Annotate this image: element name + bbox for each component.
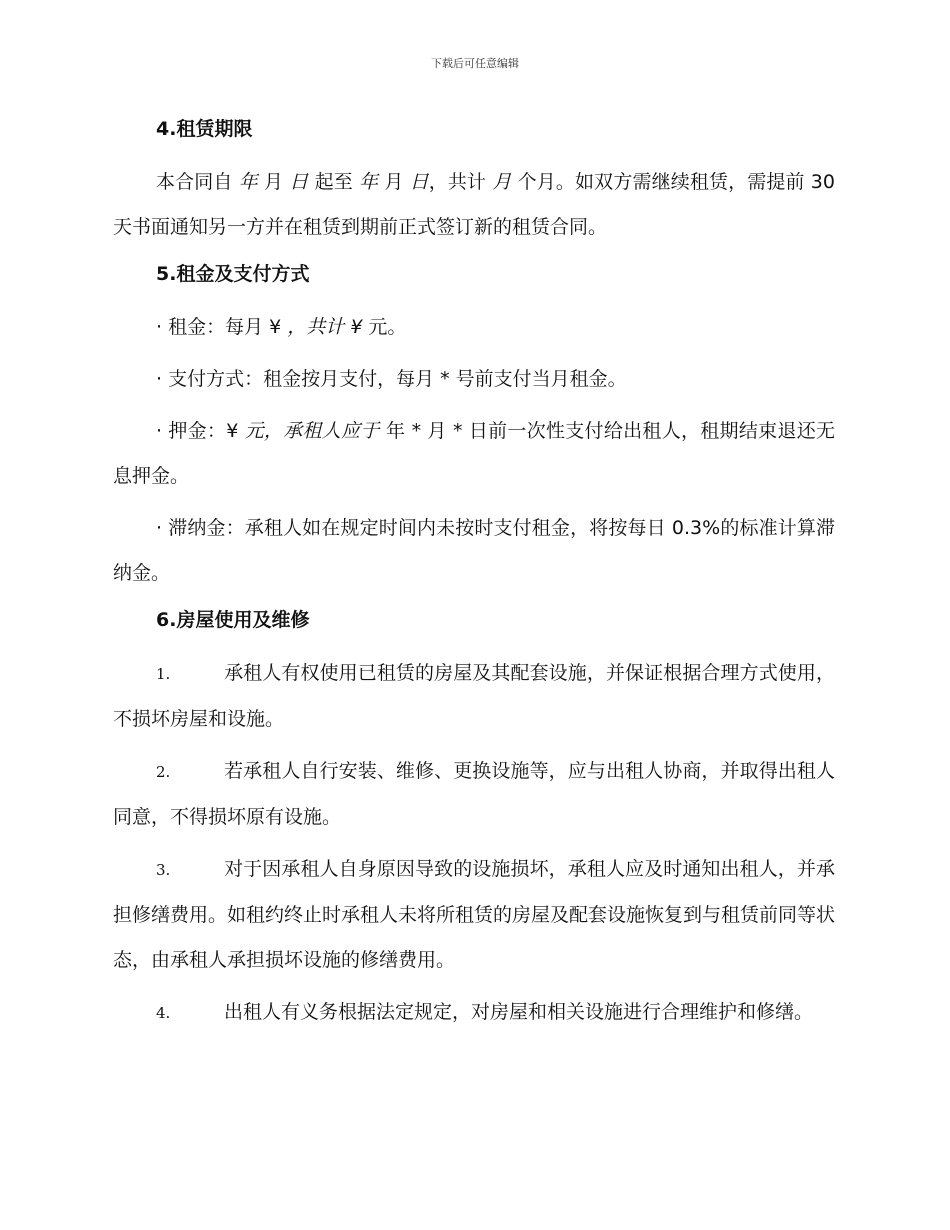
page-header: 下载后可任意编辑 (431, 57, 519, 70)
document-body (113, 112, 835, 1043)
list-item: 1. 承租人有权使用已租赁的房屋及其配套设施，并保证根据合理方式使用，不损坏房屋和设施。 (113, 662, 835, 730)
section-5-title: 5.租金及支付方式 (156, 263, 310, 285)
section-6-title: 6.房屋使用及维修 (156, 609, 310, 631)
late-fee-paragraph: · 滞纳金：承租人如在规定时间内未按时支付租金，将按每日 0.3%的标准计算滞纳金。 (113, 517, 835, 584)
section-4-title: 4.租赁期限 (156, 118, 253, 140)
lease-term-paragraph: 本合同自 年 月 日 起至 年 月 日，共计 月 个月。如双方需继续租赁，需提前 30 天书面通知另一方并在租赁到期前正式签订新的租赁合同。 (113, 171, 835, 238)
list-item: 4. 出租人有义务根据法定规定，对房屋和相关设施进行合理维护和修缮。 (156, 1001, 814, 1023)
list-item: 3. 对于因承租人自身原因导致的设施损坏，承租人应及时通知出租人，并承担修缮费用。如租约终止时承租人未将所租赁的房屋及配套设施恢复到与租赁前同等状态，由承租人承担损坏设施的修缮费用。 (113, 858, 836, 971)
rent-paragraph: · 租金：每月 ¥ ，共计 ¥ 元。 (156, 316, 407, 338)
deposit-paragraph: · 押金：¥ 元，承租人应于 年 * 月 * 日前一次性支付给出租人，租期结束退还无息押金。 (113, 420, 835, 487)
payment-method-paragraph: · 支付方式：租金按月支付，每月 * 号前支付当月租金。 (156, 368, 627, 390)
list-item: 2. 若承租人自行安装、维修、更换设施等，应与出租人协商，并取得出租人同意，不得损坏原有设施。 (113, 760, 835, 828)
